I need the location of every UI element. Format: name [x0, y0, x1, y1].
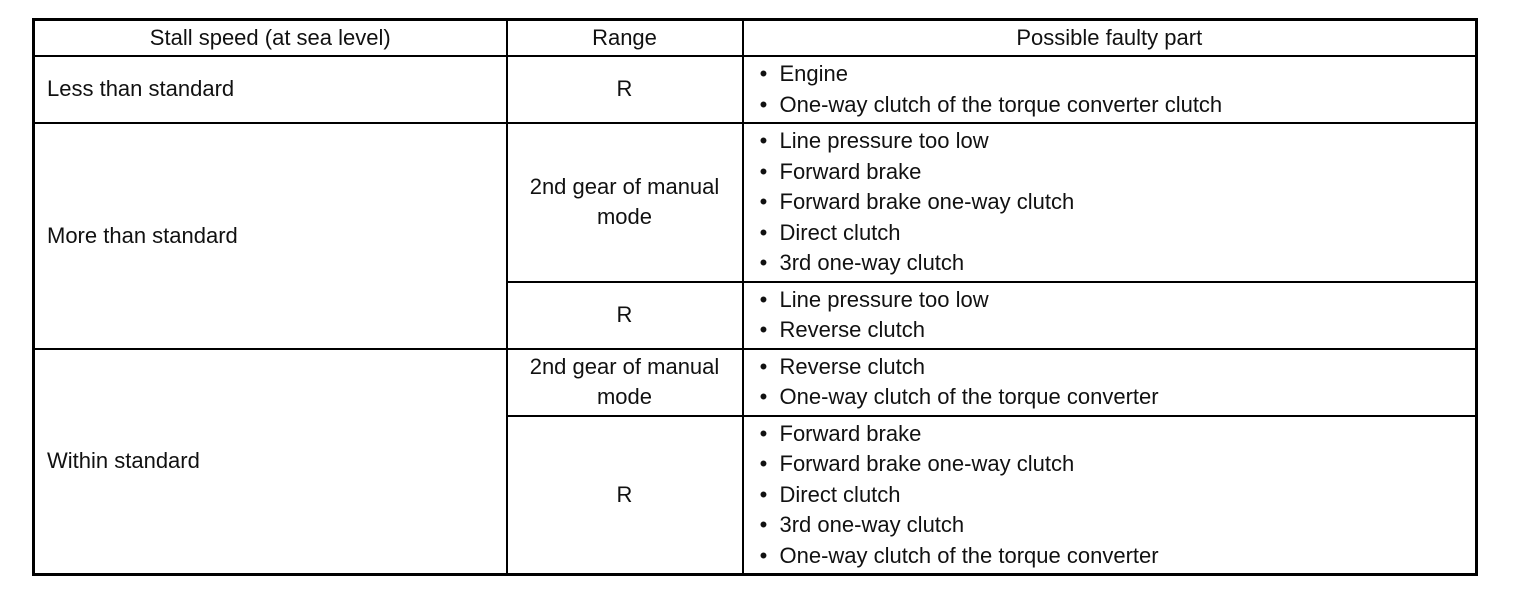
list-item: [754, 90, 1476, 121]
list-item: [754, 157, 1476, 188]
faulty-part-text: 3rd one-way clutch: [779, 512, 965, 537]
stall-speed-cell: Within standard: [34, 349, 507, 575]
bullet-icon: •: [759, 317, 768, 342]
faulty-part-text: Line pressure too low: [779, 286, 989, 312]
list-item: [754, 187, 1476, 218]
list-item: [754, 480, 1476, 511]
faulty-part-text: Engine: [779, 61, 849, 86]
faulty-part-text: Forward brake: [779, 158, 922, 184]
table-body: [34, 56, 1477, 575]
faulty-part-text: Forward brake: [779, 420, 922, 446]
range-cell: 2nd gear of manual mode: [507, 123, 743, 282]
bullet-icon: •: [759, 219, 768, 245]
table-row: [34, 349, 1477, 416]
range-cell: 2nd gear of manual mode: [507, 349, 743, 416]
bullet-icon: •: [759, 384, 768, 409]
faulty-part-text: Reverse clutch: [779, 353, 926, 379]
faulty-part-text: Direct clutch: [779, 219, 901, 245]
faulty-parts-cell: [743, 282, 1477, 349]
bullet-icon: •: [759, 542, 768, 568]
table-header: [34, 20, 1477, 57]
list-item: [754, 59, 1476, 90]
faulty-part-text: One-way clutch of the torque converter: [779, 384, 1159, 409]
header-possible-faulty-part: Possible faulty part: [743, 20, 1477, 57]
table-row: [34, 123, 1477, 282]
faulty-part-text: Line pressure too low: [779, 128, 989, 153]
bullet-icon: •: [759, 353, 768, 379]
header-row: [34, 20, 1477, 57]
list-item: [754, 352, 1476, 383]
stall-speed-cell: Less than standard: [34, 56, 507, 123]
range-cell: R: [507, 56, 743, 123]
bullet-icon: •: [759, 250, 768, 275]
bullet-icon: •: [759, 286, 768, 312]
bullet-icon: •: [759, 61, 768, 86]
bullet-icon: •: [759, 451, 768, 476]
faulty-part-text: 3rd one-way clutch: [779, 250, 965, 275]
list-item: [754, 382, 1476, 413]
faulty-part-list: [754, 126, 1476, 279]
faulty-part-text: Direct clutch: [779, 481, 901, 507]
list-item: [754, 126, 1476, 157]
faulty-parts-cell: [743, 349, 1477, 416]
faulty-parts-cell: [743, 56, 1477, 123]
header-range: Range: [507, 20, 743, 57]
faulty-parts-cell: [743, 123, 1477, 282]
bullet-icon: •: [759, 481, 768, 507]
bullet-icon: •: [759, 158, 768, 184]
stall-speed-table: [32, 18, 1478, 576]
header-stall-speed: Stall speed (at sea level): [34, 20, 507, 57]
faulty-part-text: One-way clutch of the torque converter clutch: [779, 91, 1223, 117]
list-item: [754, 218, 1476, 249]
faulty-part-list: [754, 285, 1476, 346]
range-cell: R: [507, 282, 743, 349]
faulty-part-list: [754, 59, 1476, 120]
faulty-part-text: Reverse clutch: [779, 317, 926, 342]
bullet-icon: •: [759, 420, 768, 446]
faulty-part-list: [754, 352, 1476, 413]
faulty-part-text: One-way clutch of the torque converter: [779, 542, 1159, 568]
list-item: [754, 541, 1476, 572]
list-item: [754, 449, 1476, 480]
stall-speed-cell: More than standard: [34, 123, 507, 349]
list-item: [754, 285, 1476, 316]
faulty-part-list: [754, 419, 1476, 572]
list-item: [754, 510, 1476, 541]
list-item: [754, 315, 1476, 346]
list-item: [754, 419, 1476, 450]
faulty-part-text: Forward brake one-way clutch: [779, 451, 1075, 476]
bullet-icon: •: [759, 512, 768, 537]
bullet-icon: •: [759, 91, 768, 117]
bullet-icon: •: [759, 189, 768, 214]
faulty-parts-cell: [743, 416, 1477, 575]
table-row: [34, 56, 1477, 123]
bullet-icon: •: [759, 128, 768, 153]
list-item: [754, 248, 1476, 279]
faulty-part-text: Forward brake one-way clutch: [779, 189, 1075, 214]
range-cell: R: [507, 416, 743, 575]
